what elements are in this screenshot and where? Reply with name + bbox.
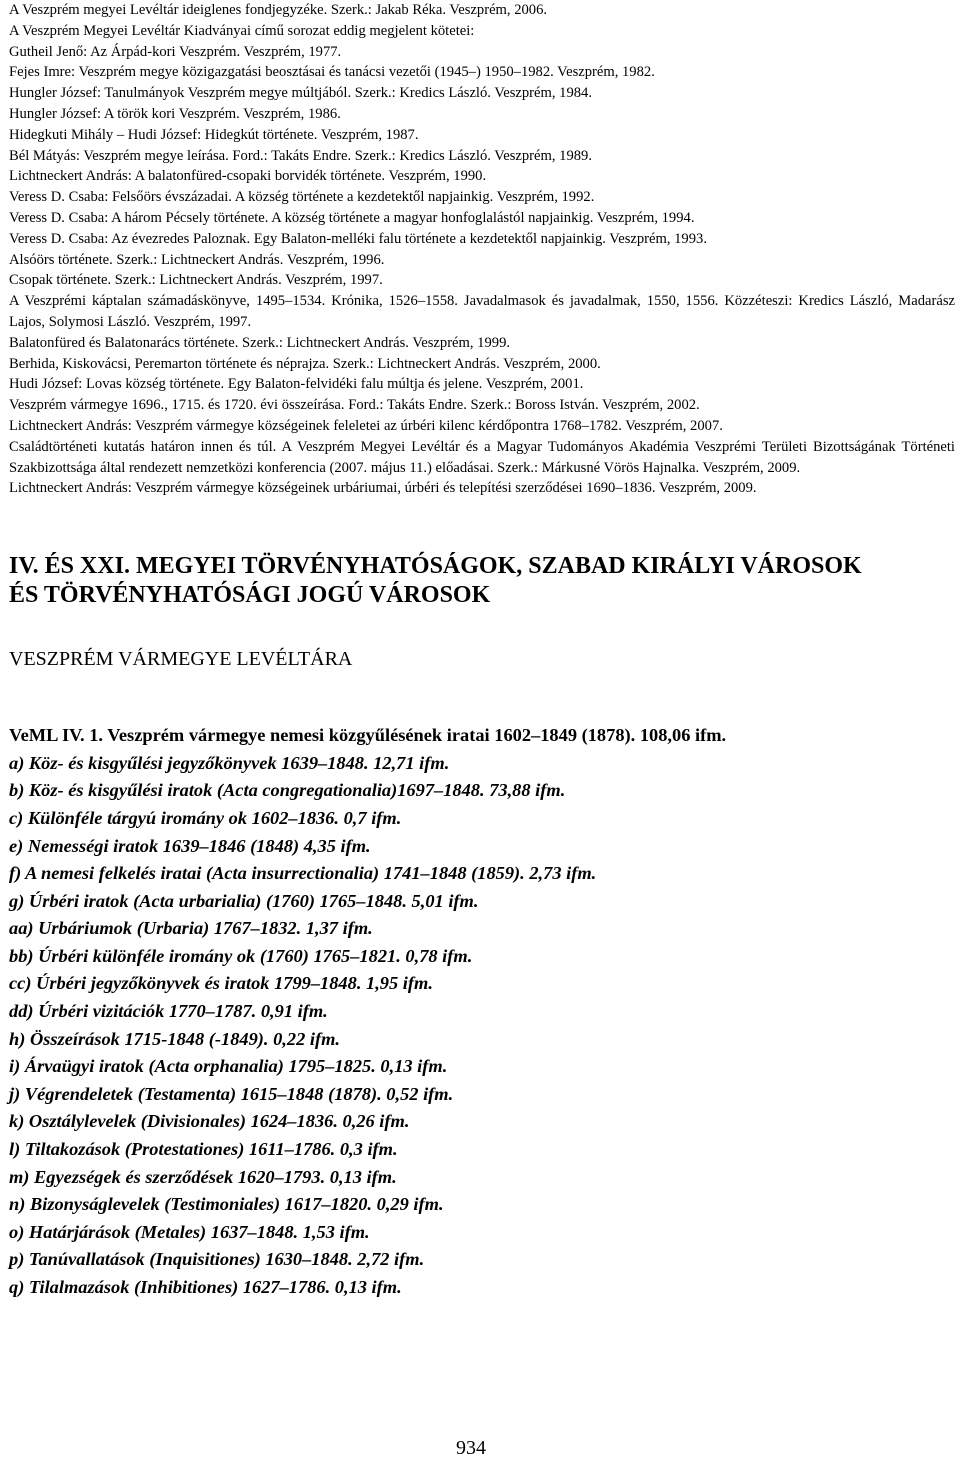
subseries-item: c) Különféle tárgyú iromány ok 1602–1836. 0,7 ifm. [9,807,402,828]
bibliography-entry: Hudi József: Lovas község története. Egy Balaton-felvidéki falu múltja és jelene. Veszprém, 2001. [9,376,584,393]
subseries-item: aa) Urbáriumok (Urbaria) 1767–1832. 1,37 ifm. [9,918,373,939]
bibliography-entry: Alsóörs története. Szerk.: Lichtneckert András. Veszprém, 1996. [9,251,385,268]
document-page [9,0,955,1465]
bibliography-entry: Hungler József: Tanulmányok Veszprém megye múltjából. Szerk.: Kredics László. Veszprém, 1984. [9,85,592,102]
bibliography-entry: Veress D. Csaba: A három Pécsely története. A község története a magyar honfoglalástól napjainkig. Veszprém, 1994. [9,209,695,226]
subseries-item: a) Köz- és kisgyűlési jegyzőkönyvek 1639–1848. 12,71 ifm. [9,752,450,773]
subseries-item: n) Bizonyságlevelek (Testimoniales) 1617–1820. 0,29 ifm. [9,1194,444,1215]
bibliography-entry: Balatonfüred és Balatonarács története. Szerk.: Lichtneckert András. Veszprém, 1999. [9,334,511,351]
subseries-item: bb) Úrbéri különféle iromány ok (1760) 1765–1821. 0,78 ifm. [9,945,473,966]
bibliography-entry: Hungler József: A török kori Veszprém. Veszprém, 1986. [9,105,341,122]
subseries-item: k) Osztálylevelek (Divisionales) 1624–1836. 0,26 ifm. [9,1111,410,1132]
bibliography-entry: Veress D. Csaba: Felsőörs évszázadai. A község története a kezdetektől napjainkig. Veszprém, 1992. [9,189,595,206]
section-title [9,552,955,610]
subseries-item: i) Árvaügyi iratok (Acta orphanalia) 1795–1825. 0,13 ifm. [9,1056,448,1077]
subseries-item: cc) Úrbéri jegyzőkönyvek és iratok 1799–1848. 1,95 ifm. [9,973,433,994]
archive-title: VESZPRÉM VÁRMEGYE LEVÉLTÁRA [9,648,353,671]
subseries-item: m) Egyezségek és szerződések 1620–1793. 0,13 ifm. [9,1166,397,1187]
bibliography-entry: Veszprém vármegye 1696., 1715. és 1720. évi összeírása. Ford.: Takáts Endre. Szerk.: Boross István. Veszprém, 2002. [9,397,700,414]
bibliography-entry: A Veszprémi káptalan számadáskönyve, 1495–1534. Krónika, 1526–1558. Javadalmasok és javadalmak, 1550, 1556. Közzéteszi: Kredics László, Madarász Lajos, Solymosi László. Veszprém, 1997. [9,293,955,330]
bibliography-entry: Hidegkuti Mihály – Hudi József: Hidegkút története. Veszprém, 1987. [9,126,419,143]
subseries-item: g) Úrbéri iratok (Acta urbarialia) (1760) 1765–1848. 5,01 ifm. [9,890,479,911]
subseries-item: j) Végrendeletek (Testamenta) 1615–1848 (1878). 0,52 ifm. [9,1083,454,1104]
page-number: 934 [456,1437,486,1459]
bibliography-entry: Gutheil Jenő: Az Árpád-kori Veszprém. Veszprém, 1977. [9,43,342,60]
bibliography-entry: Lichtneckert András: Veszprém vármegye községeinek urbáriumai, úrbéri és telepítési szerződései 1690–1836. Veszprém, 2009. [9,480,757,497]
subseries-list [9,750,955,1302]
subseries-item: f) A nemesi felkelés iratai (Acta insurrectionalia) 1741–1848 (1859). 2,73 ifm. [9,863,597,884]
bibliography-entry: Veress D. Csaba: Az évezredes Paloznak. Egy Balaton-melléki falu története a kezdetektől napjainkig. Veszprém, 1993. [9,230,707,247]
subseries-item: e) Nemességi iratok 1639–1846 (1848) 4,35 ifm. [9,835,371,856]
fond-title: VeML IV. 1. Veszprém vármegye nemesi közgyűlésének iratai 1602–1849 (1878). 108,06 ifm. [9,725,727,746]
subseries-item: l) Tiltakozások (Protestationes) 1611–1786. 0,3 ifm. [9,1139,398,1160]
section-title-line-2: ÉS TÖRVÉNYHATÓSÁGI JOGÚ VÁROSOK [9,582,491,609]
bibliography-list [9,0,955,499]
subseries-item: h) Összeírások 1715-1848 (-1849). 0,22 ifm. [9,1028,341,1049]
subseries-item: p) Tanúvallatások (Inquisitiones) 1630–1848. 2,72 ifm. [9,1249,425,1270]
bibliography-entry: Bél Mátyás: Veszprém megye leírása. Ford.: Takáts Endre. Szerk.: Kredics László. Veszprém, 1989. [9,147,592,164]
subseries-item: q) Tilalmazások (Inhibitiones) 1627–1786. 0,13 ifm. [9,1277,402,1297]
subseries-item: b) Köz- és kisgyűlési iratok (Acta congregationalia)1697–1848. 73,88 ifm. [9,780,566,801]
bibliography-entry: Csopak története. Szerk.: Lichtneckert András. Veszprém, 1997. [9,272,383,289]
subseries-item: dd) Úrbéri vizitációk 1770–1787. 0,91 ifm. [9,1001,328,1022]
bibliography-entry: Lichtneckert András: A balatonfüred-csopaki borvidék története. Veszprém, 1990. [9,168,487,185]
bibliography-entry: Berhida, Kiskovácsi, Peremarton története és néprajza. Szerk.: Lichtneckert András. Veszprém, 2000. [9,355,601,372]
bibliography-entry: Fejes Imre: Veszprém megye közigazgatási beosztásai és tanácsi vezetői (1945–) 1950–1982. Veszprém, 1982. [9,64,655,81]
bibliography-entry: Családtörténeti kutatás határon innen és túl. A Veszprém Megyei Levéltár és a Magyar Tudományos Akadémia Veszprémi Területi Bizottságának Történeti Szakbizottsága által rendezett nemzetközi konferencia (2007. május 11.) előadásai. Szerk.: Márkusné Vörös Hajnalka. Veszprém, 2009. [9,438,955,476]
bibliography-entry: A Veszprém Megyei Levéltár Kiadványai című sorozat eddig megjelent kötetei: [9,22,475,39]
bibliography-entry: A Veszprém megyei Levéltár ideiglenes fondjegyzéke. Szerk.: Jakab Réka. Veszprém, 2006. [9,2,548,18]
bibliography-entry: Lichtneckert András: Veszprém vármegye községeinek feleletei az úrbéri kilenc kérdőpontra 1768–1782. Veszprém, 2007. [9,417,723,434]
subseries-item: o) Határjárások (Metales) 1637–1848. 1,53 ifm. [9,1221,370,1242]
section-title-line-1: IV. ÉS XXI. MEGYEI TÖRVÉNYHATÓSÁGOK, SZABAD KIRÁLYI VÁROSOK [9,553,862,580]
